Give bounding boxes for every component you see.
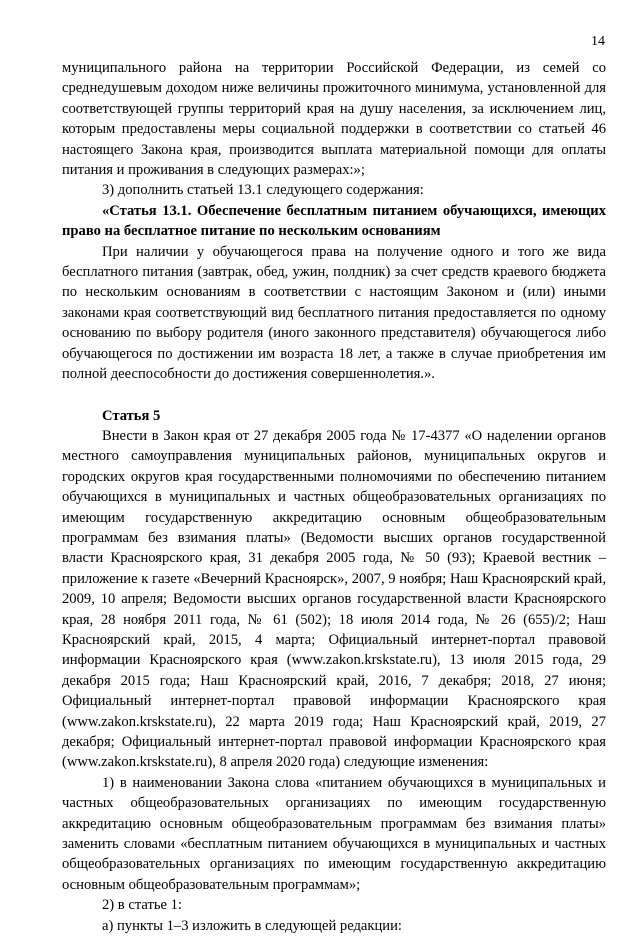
amendment-2a: а) пункты 1–3 изложить в следующей редакции: — [102, 917, 402, 934]
article-5-text: Внести в Закон края от 27 декабря 2005 года № 17-4377 «О наделении органов местного самоуправления муниципальных районов, муниципальных округов и городских округов края государственными полномочиями по обеспечению питанием обучающихся в муниципальных и частных общеобразовательных организациях по имеющим государственную аккредитацию основным общеобразовательным программам без взимания платы» (Ведомости высших органов государственной власти Красноярского края, 31 декабря 2005 года, № 50 (93); Краевой вестник – приложение к газете «Вечерний Красноярск», 2007, 9 ноября; Наш Красноярский край, 2009, 10 апреля; Ведомости высших органов государственной власти Красноярского края, 28 ноября 2011 года, № 61 (502); 18 июля 2014 года, № 26 (655)/2; Наш Красноярский край, 2015, 4 марта; Официальный интернет-портал правовой информации Красноярского края (www.zakon.krskstate.ru), 13 июля 2015 года, 29 декабря 2015 года; Наш Красноярский край, 2016, 7 декабря; 2018, 27 июня; Официальный интернет-портал правовой информации Красноярского края (www.zakon.krskstate.ru), 22 марта 2019 года; Наш Красноярский край, 2019, 27 декабря; Официальный интернет-портал правовой информации Красноярского края (www.zakon.krskstate.ru), 8 апреля 2020 года) следующие изменения: — [62, 427, 606, 771]
amendment-2: 2) в статье 1: — [102, 897, 182, 914]
article-13-1-heading: «Статья 13.1. Обеспечение бесплатным питанием обучающихся, имеющих право на бесплатное питание по нескольким основаниям — [62, 202, 606, 240]
article-5-heading: Статья 5 — [102, 407, 161, 424]
document-body — [62, 58, 606, 936]
amendment-1: 1) в наименовании Закона слова «питанием обучающихся в муниципальных и частных общеобразовательных организациях по имеющим государственную аккредитацию основным общеобразовательным программам без взимания платы» заменить словами «бесплатным питанием обучающихся в муниципальных и частных общеобразовательных организациях по имеющим государственную аккредитацию основным общеобразовательным программам»; — [62, 774, 606, 893]
paragraph-continuation: муниципального района на территории Российской Федерации, из семей со среднедушевым доходом ниже величины прожиточного минимума, установленной для соответствующей группы территорий края на душу населения, за исключением лиц, которым предоставлены меры социальной поддержки в соответствии со статьей 46 настоящего Закона края, производится выплата материальной помощи для оплаты питания и проживания в следующих размерах:»; — [62, 60, 606, 179]
article-13-1-text: При наличии у обучающегося права на получение одного и того же вида бесплатного питания (завтрак, обед, ужин, полдник) за счет средств краевого бюджета по нескольким основаниям в соответствии с настоящим Законом и (или) иными законами края соответствующий вид бесплатного питания предоставляется по одному основанию по выбору родителя (иного законного представителя) обучающегося либо обучающегося по достижении им возраста 18 лет, а также в случае приобретения им полной дееспособности до достижения совершеннолетия.». — [62, 243, 606, 383]
page-number: 14 — [591, 34, 605, 49]
paragraph-amendment-3: 3) дополнить статьей 13.1 следующего содержания: — [102, 182, 424, 199]
spacer — [62, 385, 606, 406]
